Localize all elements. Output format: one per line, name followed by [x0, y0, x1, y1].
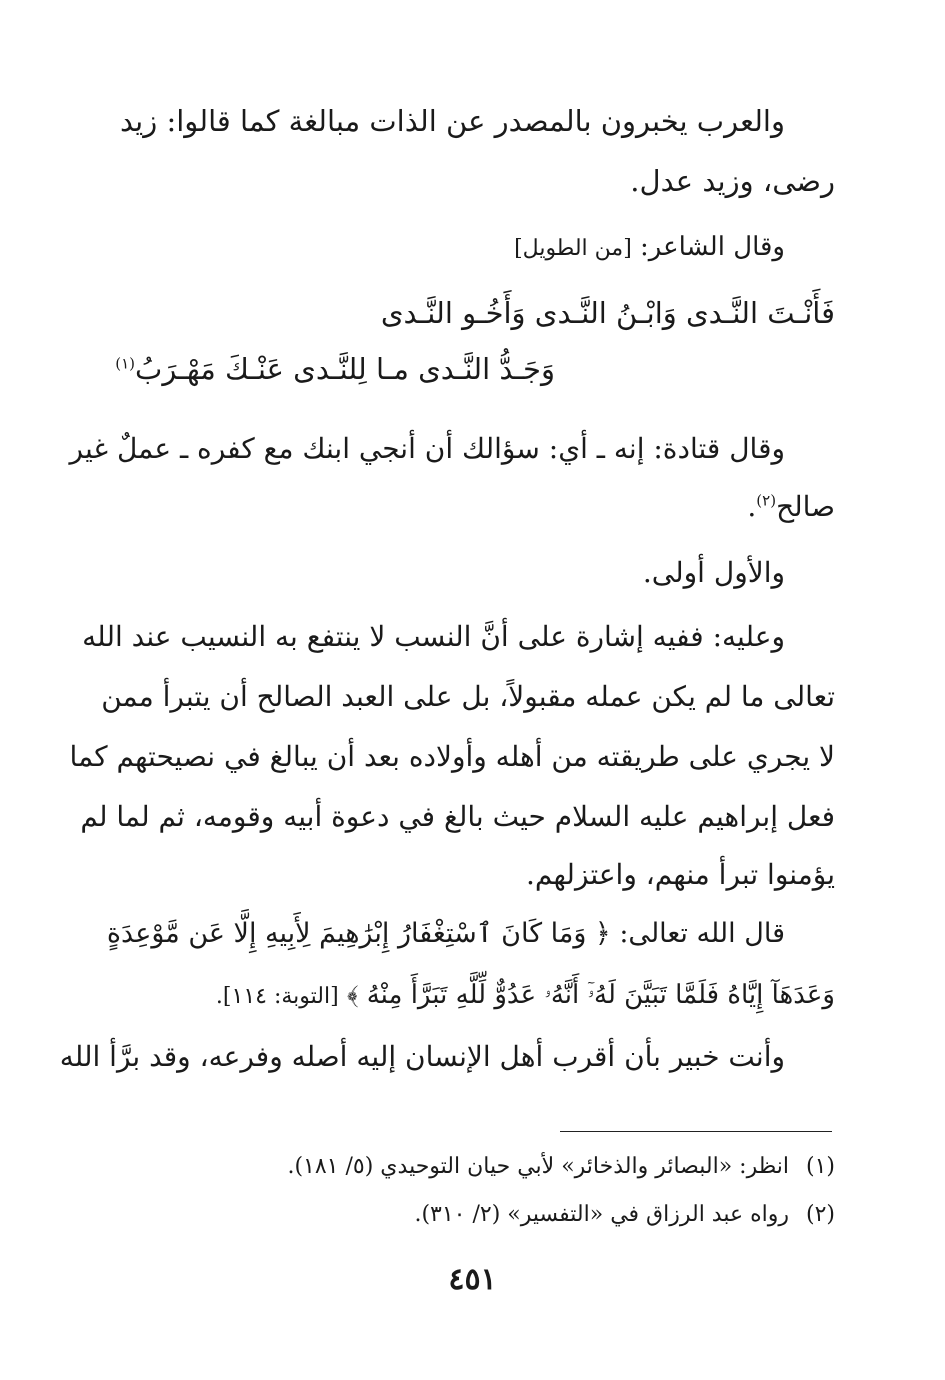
- body-line: [747, 490, 835, 523]
- footnote: [287, 1154, 835, 1179]
- verse-line: فَأَنْـتَ النَّـدى وَابْـنُ النَّـدى وَأَخُـو النَّـدى: [380, 296, 835, 330]
- page-number: ٤٥١: [448, 1262, 497, 1297]
- quran-line: قال الله تعالى: ﴿ وَمَا كَانَ ٱسْتِغْفَارُ إِبْرَٰهِيمَ لِأَبِيهِ إِلَّا عَن مَّوْعِدَةٍ: [106, 918, 785, 949]
- body-text: صالح: [776, 490, 835, 523]
- body-line: فعل إبراهيم عليه السلام حيث بالغ في دعوة أبيه وقومه، ثم لما لم: [80, 800, 835, 833]
- verse-text: وَجَـدُّ النَّـدى مـا لِلنَّـدى عَنْـكَ مَهْـرَبُ: [135, 352, 555, 386]
- quran-reference: [التوبة: ١١٤].: [215, 984, 339, 1009]
- body-line: رضى، وزيد عدل.: [630, 164, 835, 198]
- quran-line: [216, 980, 835, 1011]
- verse-line: [115, 352, 555, 386]
- poet-intro-text: وقال الشاعر:: [640, 232, 785, 262]
- poet-meter: [من الطويل]: [514, 236, 632, 261]
- footnote-number: (٢): [805, 1202, 835, 1227]
- body-line: يؤمنوا تبرأ منهم، واعتزلهم.: [525, 858, 835, 891]
- footnote-ref: (٢): [756, 491, 777, 510]
- body-line: تعالى ما لم يكن عمله مقبولاً، بل على العبد الصالح أن يتبرأ ممن: [101, 680, 835, 713]
- footnote: [414, 1202, 835, 1227]
- footnote-number: (١): [805, 1154, 835, 1179]
- footnote-text: انظر: «البصائر والذخائر» لأبي حيان التوحيدي (٥/ ١٨١).: [287, 1154, 789, 1179]
- footnote-text: رواه عبد الرزاق في «التفسير» (٢/ ٣١٠).: [414, 1202, 789, 1227]
- body-line: وعليه: ففيه إشارة على أنَّ النسب لا ينتفع به النسيب عند الله: [82, 620, 785, 653]
- body-line: وقال قتادة: إنه ـ أي: سؤالك أن أنجي ابنك مع كفره ـ عملٌ غير: [69, 432, 785, 465]
- quran-text: وَعَدَهَآ إِيَّاهُ فَلَمَّا تَبَيَّنَ لَهُۥٓ أَنَّهُۥ عَدُوٌّ لِّلَّهِ تَبَرَّأَ مِنْهُ ﴾: [346, 980, 835, 1010]
- body-line: وأنت خبير بأن أقرب أهل الإنسان إليه أصله وفرعه، وقد برَّأ الله: [59, 1040, 785, 1073]
- footnote-ref: (١): [115, 354, 136, 373]
- body-text: .: [747, 490, 757, 523]
- footnote-separator: [560, 1131, 832, 1132]
- poet-intro: [514, 232, 785, 262]
- body-line: والأول أولى.: [642, 556, 785, 589]
- body-line: لا يجري على طريقته من أهله وأولاده بعد أن يبالغ في نصيحتهم كما: [69, 740, 835, 773]
- body-line: والعرب يخبرون بالمصدر عن الذات مبالغة كما قالوا: زيد: [119, 104, 785, 138]
